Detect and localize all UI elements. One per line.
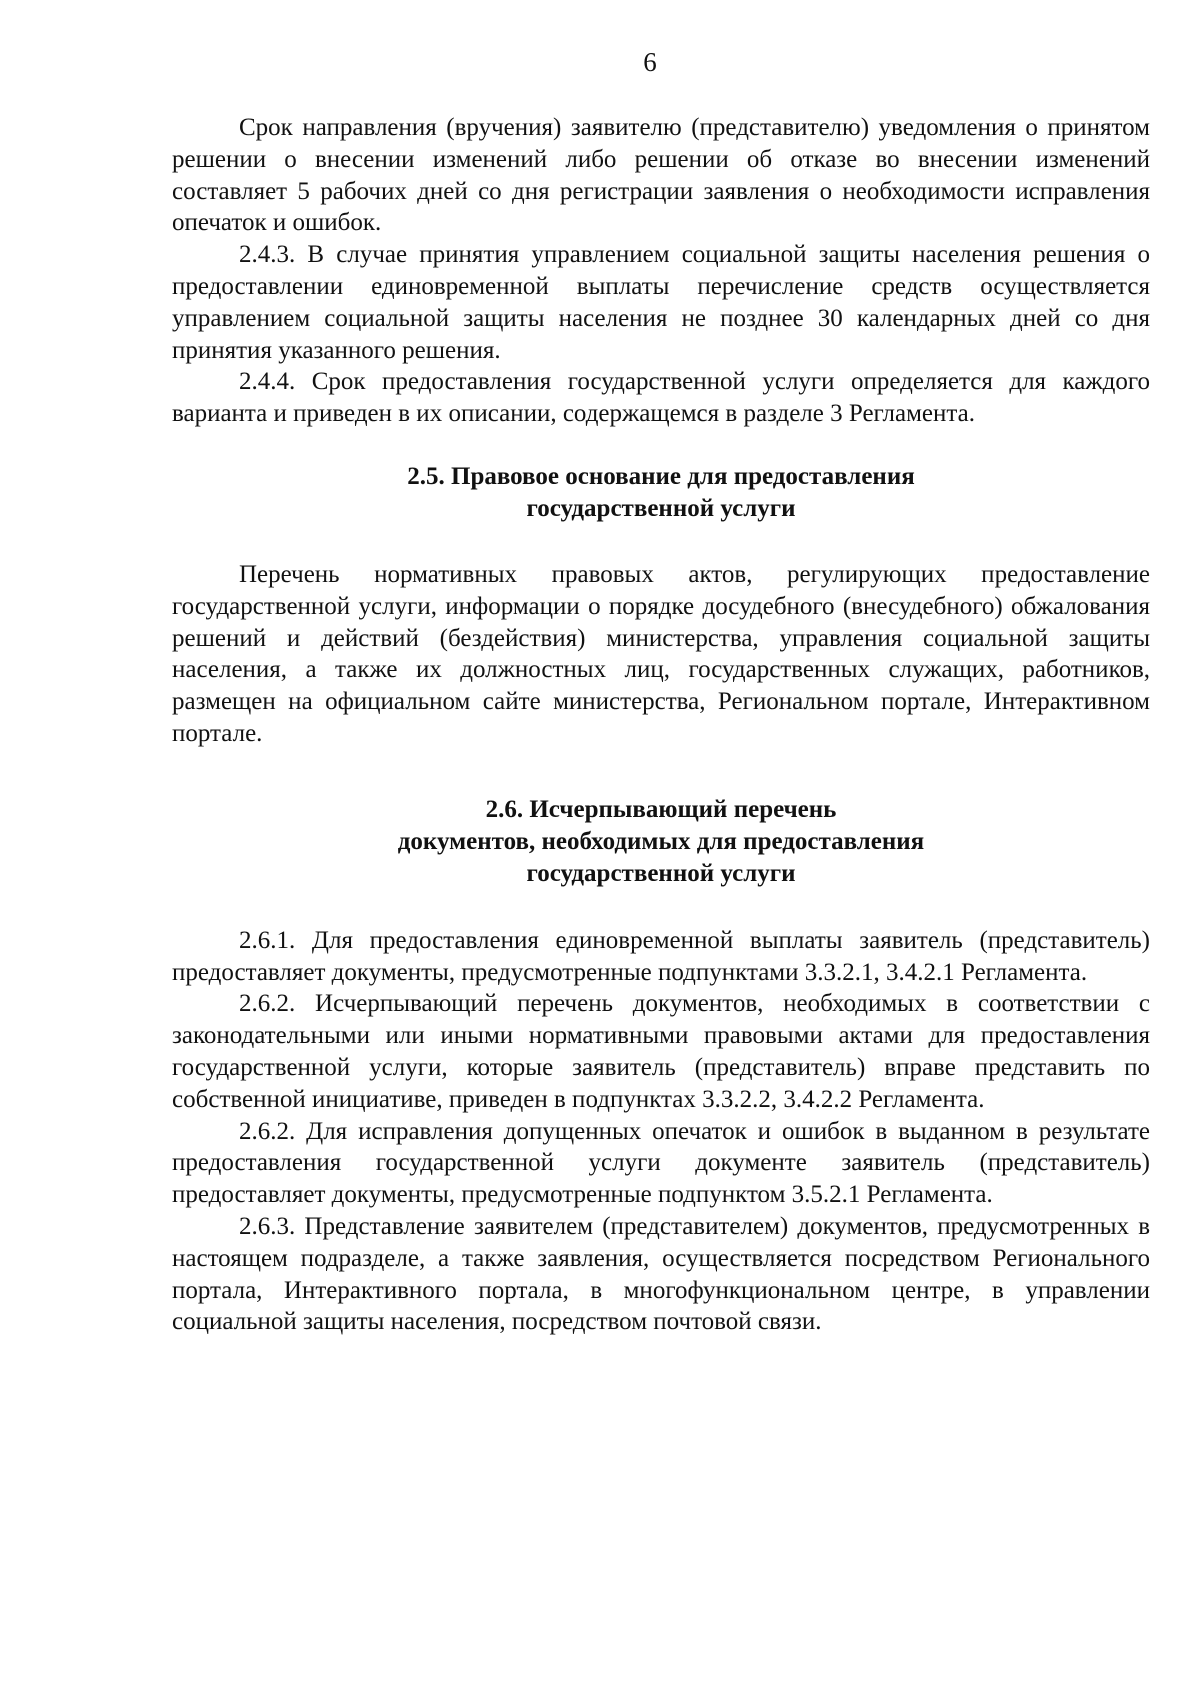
paragraph-2-6-1: 2.6.1. Для предоставления единовременной выплаты заявитель (представитель) предоставляет документы, предусмотренные подпунктами 3.3.2.1, 3.4.2.1 Регламента.	[172, 926, 1150, 986]
section-heading-2-5-line2: государственной услуги	[526, 494, 796, 522]
section-heading-2-6-line1: 2.6. Исчерпывающий перечень	[485, 795, 837, 823]
paragraph-notification-deadline: Срок направления (вручения) заявителю (представителю) уведомления о принятом решении о внесении изменений либо решении об отказе во внесении изменений составляет 5 рабочих дней со дня регистрации заявления о необходимости исправления опечаток и ошибок.	[172, 114, 1150, 237]
paragraph-2-6-2-documents: 2.6.2. Исчерпывающий перечень документов, необходимых в соответствии с законодательными или иными нормативными правовыми актами для предоставления государственной услуги, которые заявитель (представитель) вправе представить по собственной инициативе, приведен в подпунктах 3.3.2.2, 3.4.2.2 Регламента.	[172, 990, 1150, 1113]
page-number: 6	[643, 47, 657, 77]
paragraph-2-6-2-corrections: 2.6.2. Для исправления допущенных опечаток и ошибок в выданном в результате предоставления государственной услуги документе заявитель (представитель) предоставляет документы, предусмотренные подпунктом 3.5.2.1 Регламента.	[172, 1117, 1150, 1209]
section-heading-2-6	[172, 794, 1150, 890]
section-heading-2-6-line2: документов, необходимых для предоставления	[397, 827, 925, 855]
document-body	[172, 112, 1150, 1338]
paragraph-legal-basis: Перечень нормативных правовых актов, регулирующих предоставление государственной услуги, информации о порядке досудебного (внесудебного) обжалования решений и действий (бездействия) министерства, управления социальной защиты населения, а также их должностных лиц, государственных служащих, работников, размещен на официальном сайте министерства, Региональном портале, Интерактивном портале.	[172, 560, 1150, 747]
section-heading-2-6-line3: государственной услуги	[526, 859, 796, 887]
section-heading-2-5	[172, 461, 1150, 525]
paragraph-2-4-3: 2.4.3. В случае принятия управлением социальной защиты населения решения о предоставлении единовременной выплаты перечисление средств осуществляется управлением социальной защиты населения не позднее 30 календарных дней со дня принятия указанного решения.	[172, 241, 1150, 364]
paragraph-2-4-4: 2.4.4. Срок предоставления государственной услуги определяется для каждого варианта и приведен в их описании, содержащемся в разделе 3 Регламента.	[172, 368, 1150, 428]
section-heading-2-5-line1: 2.5. Правовое основание для предоставления	[407, 462, 915, 490]
paragraph-2-6-3: 2.6.3. Представление заявителем (представителем) документов, предусмотренных в настоящем подразделе, а также заявления, осуществляется посредством Регионального портала, Интерактивного портала, в многофункциональном центре, в управлении социальной защиты населения, посредством почтовой связи.	[172, 1212, 1150, 1336]
